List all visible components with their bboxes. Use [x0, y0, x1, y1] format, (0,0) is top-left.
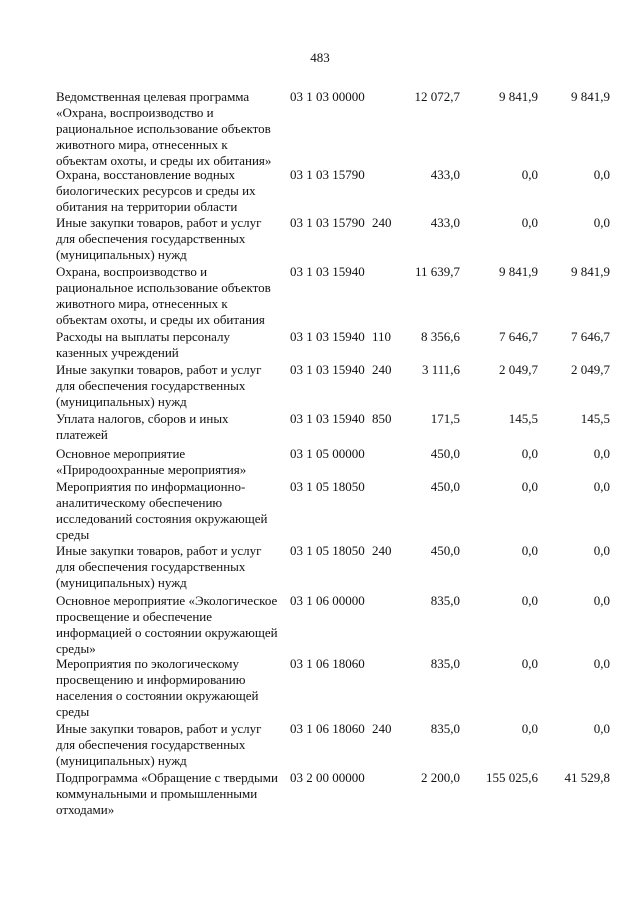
row-value-2: 0,0	[521, 593, 538, 608]
row-type: 240	[372, 721, 392, 736]
row-value-2: 155 025,6	[486, 770, 538, 785]
row-value-2: 7 646,7	[499, 329, 538, 344]
row-value-3: 145,5	[580, 411, 610, 426]
row-code: 03 1 03 15790	[290, 167, 365, 182]
row-value-3: 0,0	[593, 479, 610, 494]
row-value-1: 450,0	[430, 543, 460, 558]
row-code: 03 2 00 00000	[290, 770, 365, 785]
row-value-2: 0,0	[521, 543, 538, 558]
row-value-1: 12 072,7	[414, 89, 460, 104]
row-code: 03 1 03 15940	[290, 362, 365, 377]
row-value-3: 0,0	[593, 167, 610, 182]
row-name: Иные закупки товаров, работ и услуг для обеспечения государственных (муниципальных) нужд	[56, 362, 262, 409]
row-name: Основное мероприятие «Природоохранные мероприятия»	[56, 446, 247, 477]
row-value-1: 835,0	[430, 656, 460, 671]
row-value-2: 9 841,9	[499, 264, 538, 279]
row-code: 03 1 05 18050	[290, 479, 365, 494]
row-value-2: 0,0	[521, 446, 538, 461]
row-value-2: 0,0	[521, 721, 538, 736]
row-code: 03 1 06 00000	[290, 593, 365, 608]
row-code: 03 1 05 18050	[290, 543, 365, 558]
row-value-1: 835,0	[430, 593, 460, 608]
row-name: Охрана, воспроизводство и рациональное использование объектов животного мира, отнесенных к объектам охоты, и среды их обитания	[56, 264, 271, 327]
row-type: 240	[372, 362, 392, 377]
row-code: 03 1 03 15940	[290, 411, 365, 426]
row-name: Уплата налогов, сборов и иных платежей	[56, 411, 229, 442]
row-value-3: 0,0	[593, 721, 610, 736]
row-code: 03 1 05 00000	[290, 446, 365, 461]
row-code: 03 1 03 15790	[290, 215, 365, 230]
row-value-3: 0,0	[593, 215, 610, 230]
page-number: 483	[310, 50, 330, 65]
row-value-3: 0,0	[593, 656, 610, 671]
row-value-1: 11 639,7	[414, 264, 460, 279]
row-value-2: 145,5	[508, 411, 538, 426]
row-type: 110	[372, 329, 392, 344]
row-value-1: 2 200,0	[421, 770, 460, 785]
row-type: 240	[372, 215, 392, 230]
row-code: 03 1 06 18060	[290, 721, 365, 736]
row-value-3: 0,0	[593, 543, 610, 558]
row-value-2: 0,0	[521, 479, 538, 494]
row-value-1: 433,0	[430, 167, 460, 182]
row-code: 03 1 06 18060	[290, 656, 365, 671]
row-value-1: 450,0	[430, 446, 460, 461]
row-value-3: 2 049,7	[571, 362, 610, 377]
row-value-1: 835,0	[430, 721, 460, 736]
row-value-2: 9 841,9	[499, 89, 538, 104]
row-value-3: 41 529,8	[564, 770, 610, 785]
row-name: Иные закупки товаров, работ и услуг для обеспечения государственных (муниципальных) нужд	[56, 543, 262, 590]
row-name: Иные закупки товаров, работ и услуг для обеспечения государственных (муниципальных) нужд	[56, 215, 262, 262]
row-value-3: 9 841,9	[571, 264, 610, 279]
row-type: 240	[372, 543, 392, 558]
row-value-3: 9 841,9	[571, 89, 610, 104]
row-code: 03 1 03 00000	[290, 89, 365, 104]
row-name: Подпрограмма «Обращение с твердыми коммунальными и промышленными отходами»	[56, 770, 278, 817]
row-value-1: 8 356,6	[421, 329, 460, 344]
row-value-3: 7 646,7	[571, 329, 610, 344]
row-value-1: 450,0	[430, 479, 460, 494]
row-name: Иные закупки товаров, работ и услуг для обеспечения государственных (муниципальных) нужд	[56, 721, 262, 768]
row-value-2: 0,0	[521, 656, 538, 671]
row-name: Расходы на выплаты персоналу казенных учреждений	[56, 329, 231, 360]
row-value-1: 3 111,6	[421, 362, 460, 377]
row-name: Охрана, восстановление водных биологических ресурсов и среды их обитания на территории области	[56, 167, 256, 214]
row-value-1: 171,5	[430, 411, 460, 426]
row-value-3: 0,0	[593, 446, 610, 461]
row-value-2: 0,0	[521, 215, 538, 230]
row-name: Основное мероприятие «Экологическое просвещение и обеспечение информацией о состоянии окружающей среды»	[56, 593, 278, 656]
row-name: Ведомственная целевая программа «Охрана, воспроизводство и рациональное использование объектов животного мира, отнесенных к объектам охоты, и среды их обитания»	[56, 89, 272, 168]
row-code: 03 1 03 15940	[290, 264, 365, 279]
row-name: Мероприятия по экологическому просвещению и информированию населения о состоянии окружающей среды	[56, 656, 259, 719]
row-value-2: 2 049,7	[499, 362, 538, 377]
row-value-2: 0,0	[521, 167, 538, 182]
row-type: 850	[372, 411, 392, 426]
row-value-3: 0,0	[593, 593, 610, 608]
row-name: Мероприятия по информационно- аналитическому обеспечению исследований состояния окружающей среды	[56, 479, 268, 542]
row-value-1: 433,0	[430, 215, 460, 230]
row-code: 03 1 03 15940	[290, 329, 365, 344]
